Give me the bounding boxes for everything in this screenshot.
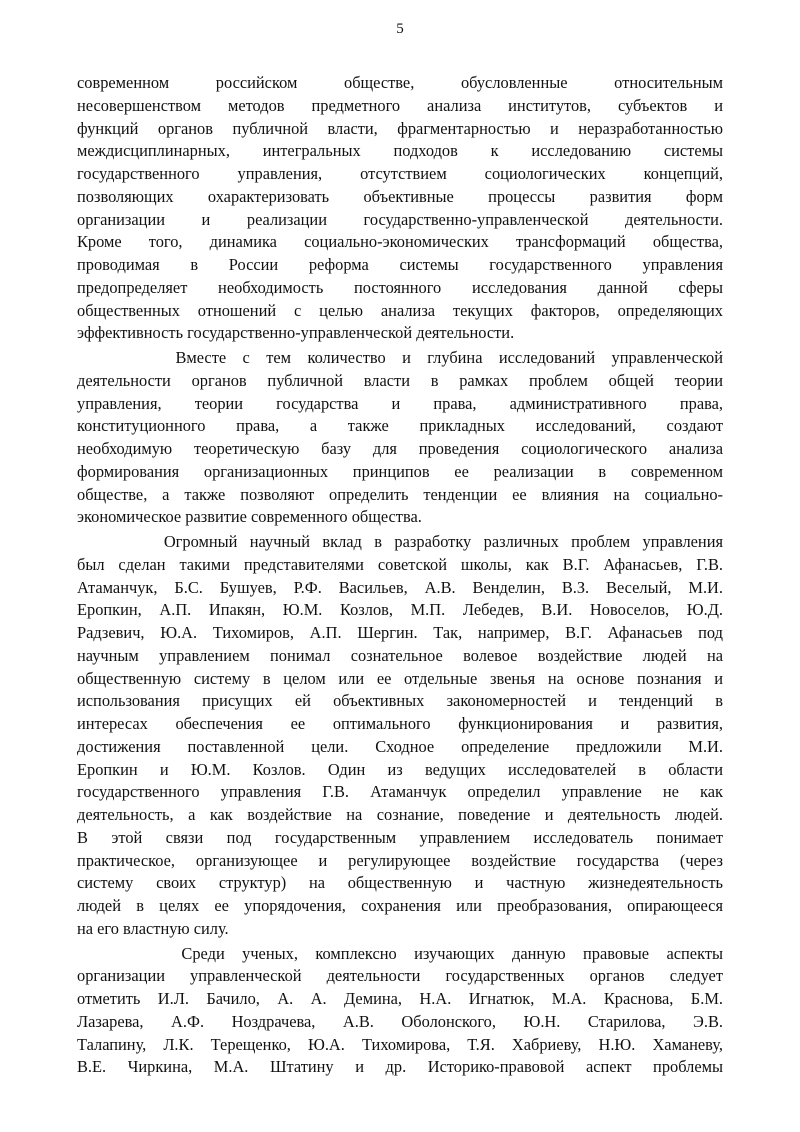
- text-line: государственного управления Г.В. Атаманчук определил управление не как: [77, 782, 723, 802]
- text-line: предопределяет необходимость постоянного исследования данной сферы: [77, 277, 723, 297]
- text-line: систему своих структур) на общественную и частную жизнедеятельность: [77, 873, 723, 893]
- text-line: Вместе с тем количество и глубина исследований управленческой: [77, 348, 723, 367]
- paragraph: [77, 72, 723, 345]
- text-line: использования присущих ей объективных закономерностей и тенденций в: [77, 691, 723, 711]
- text-line: научным управлением понимал сознательное волевое воздействие людей на: [77, 645, 723, 665]
- body-text: [77, 72, 723, 1081]
- paragraph: [77, 347, 723, 529]
- page-number: 5: [396, 21, 404, 37]
- text-line: современном российском обществе, обусловленные относительным: [77, 73, 723, 92]
- text-line: обществе, а также позволяют определить тенденции ее влияния на социально-: [77, 484, 723, 504]
- text-line: Талапину, Л.К. Терещенко, Ю.А. Тихомирова, Т.Я. Хабриеву, Н.Ю. Хаманеву,: [77, 1034, 723, 1054]
- text-line: государственного управления, отсутствием социологических концепций,: [77, 164, 723, 183]
- text-line: Еропкин, А.П. Ипакян, Ю.М. Козлов, М.П. Лебедев, В.И. Новоселов, Ю.Д.: [77, 600, 723, 620]
- text-line: людей в целях ее упорядочения, сохранения или преобразования, опирающееся: [77, 896, 723, 915]
- text-line: Кроме того, динамика социально-экономических трансформаций общества,: [77, 232, 723, 252]
- text-line: деятельность, а как воздействие на сознание, поведение и деятельность людей.: [77, 805, 723, 824]
- text-line: практическое, организующее и регулирующее воздействие государства (через: [77, 850, 723, 870]
- text-line: функций органов публичной власти, фрагментарностью и неразработанностью: [77, 118, 723, 138]
- text-line: был сделан такими представителями советской школы, как В.Г. Афанасьев, Г.В.: [77, 554, 723, 574]
- text-line: общественных отношений с целью анализа текущих факторов, определяющих: [77, 300, 723, 320]
- text-line: общественную систему в целом или ее отдельные звенья на основе познания и: [77, 668, 723, 688]
- text-line: экономическое развитие современного общества.: [77, 507, 422, 527]
- text-line: на его властную силу.: [77, 918, 229, 938]
- text-line: интересах обеспечения ее оптимального функционирования и развития,: [77, 714, 723, 733]
- text-line: необходимую теоретическую базу для проведения социологического анализа: [77, 439, 723, 458]
- text-line: Атаманчук, Б.С. Бушуев, Р.Ф. Васильев, А.В. Венделин, В.З. Веселый, М.И.: [77, 577, 723, 597]
- text-line: В.Е. Чиркина, М.А. Штатину и др. Историко-правовой аспект проблемы: [77, 1057, 723, 1077]
- text-line: Среди ученых, комплексно изучающих данную правовые аспекты: [77, 943, 723, 963]
- text-line: организации управленческой деятельности государственных органов следует: [77, 966, 723, 986]
- text-line: Еропкин и Ю.М. Козлов. Один из ведущих исследователей в области: [77, 759, 723, 779]
- text-line: позволяющих охарактеризовать объективные процессы развития форм: [77, 186, 723, 206]
- text-line: формирования организационных принципов ее реализации в современном: [77, 461, 723, 481]
- paragraph: [77, 531, 723, 941]
- text-line: отметить И.Л. Бачило, А. А. Демина, Н.А. Игнатюк, М.А. Краснова, Б.М.: [77, 989, 723, 1008]
- text-line: Лазарева, А.Ф. Ноздрачева, А.В. Оболонского, Ю.Н. Старилова, Э.В.: [77, 1011, 723, 1031]
- text-line: проводимая в России реформа системы государственного управления: [77, 255, 723, 274]
- paragraph: [77, 943, 723, 1080]
- text-line: Огромный научный вклад в разработку различных проблем управления: [77, 532, 723, 551]
- text-line: эффективность государственно-управленческой деятельности.: [77, 323, 515, 343]
- text-line: междисциплинарных, интегральных подходов к исследованию системы: [77, 141, 723, 161]
- text-line: несовершенством методов предметного анализа институтов, субъектов и: [77, 95, 723, 115]
- text-line: В этой связи под государственным управлением исследователь понимает: [77, 827, 723, 847]
- text-line: достижения поставленной цели. Сходное определение предложили М.И.: [77, 736, 723, 756]
- text-line: конституционного права, а также прикладных исследований, создают: [77, 416, 723, 436]
- text-line: деятельности органов публичной власти в рамках проблем общей теории: [77, 370, 723, 390]
- text-line: Радзевич, Ю.А. Тихомиров, А.П. Шергин. Так, например, В.Г. Афанасьев под: [77, 623, 723, 642]
- text-line: управления, теории государства и права, административного права,: [77, 393, 723, 413]
- text-line: организации и реализации государственно-управленческой деятельности.: [77, 209, 723, 229]
